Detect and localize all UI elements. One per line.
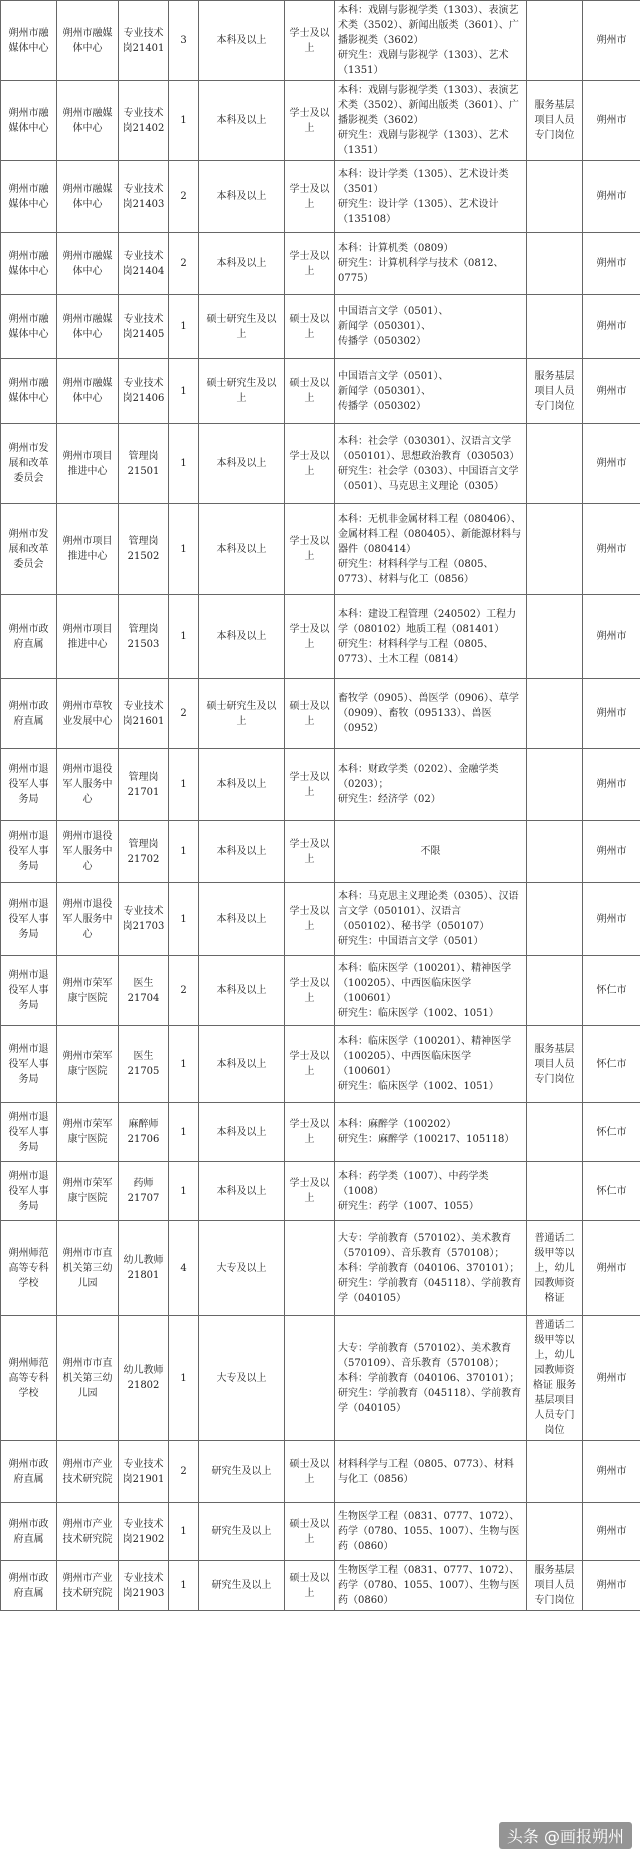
org-cell: 朔州师范高等专科学校 [1,1316,57,1441]
education-cell: 研究生及以上 [199,1441,285,1503]
degree-cell: 硕士及以上 [285,1561,335,1611]
note-cell: 服务基层项目人员专门岗位 [527,1026,583,1103]
education-cell: 硕士研究生及以上 [199,359,285,424]
degree-cell: 学士及以上 [285,424,335,504]
post-cell: 药师21707 [119,1162,169,1221]
unit-cell: 朔州市市直机关第三幼儿园 [57,1221,119,1316]
location-cell: 朔州市 [583,679,640,749]
note-cell [527,749,583,821]
org-cell: 朔州市退役军人事务局 [1,821,57,883]
major-cell: 本科：社会学（030301）、汉语言文学（050101）、思想政治教育（030503） 研究生：社会学（0303）、中国语言文学（0501）、马克思主义理论（0305） [335,424,527,504]
count-cell: 2 [169,956,199,1026]
major-cell: 本科：马克思主义理论类（0305）、汉语言文学（050101）、汉语言（050102）、秘书学（050107） 研究生：中国语言文学（0501） [335,883,527,956]
location-cell: 朔州市 [583,295,640,359]
post-cell: 麻醉师21706 [119,1103,169,1162]
degree-cell: 学士及以上 [285,161,335,233]
table-row [1,1103,640,1162]
org-cell: 朔州师范高等专科学校 [1,1221,57,1316]
count-cell: 1 [169,749,199,821]
education-cell: 研究生及以上 [199,1561,285,1611]
major-cell: 本科：无机非金属材料工程（080406）、金属材料工程（080405）、新能源材料与器件（080414） 研究生：材料科学与工程（0805、0773）、材料与化工（0856） [335,504,527,595]
note-cell: 普通话二级甲等以上，幼儿园教师资格证 服务基层项目人员专门岗位 [527,1316,583,1441]
count-cell: 1 [169,359,199,424]
table-row [1,1503,640,1561]
note-cell: 服务基层项目人员专门岗位 [527,81,583,161]
unit-cell: 朔州市退役军人服务中心 [57,821,119,883]
unit-cell: 朔州市荣军康宁医院 [57,956,119,1026]
org-cell: 朔州市融媒体中心 [1,233,57,295]
degree-cell: 学士及以上 [285,821,335,883]
major-cell: 本科：临床医学（100201）、精神医学（100205）、中西医临床医学（100601） 研究生：临床医学（1002、1051） [335,1026,527,1103]
education-cell: 本科及以上 [199,81,285,161]
major-cell: 本科：建设工程管理（240502）工程力学（080102）地质工程（081401） 研究生：材料科学与工程（0805、0773）、土木工程（0814） [335,595,527,679]
org-cell: 朔州市融媒体中心 [1,295,57,359]
location-cell: 朔州市 [583,1,640,81]
location-cell: 怀仁市 [583,1103,640,1162]
count-cell: 3 [169,1,199,81]
count-cell: 2 [169,161,199,233]
post-cell: 专业技术岗21404 [119,233,169,295]
location-cell: 朔州市 [583,749,640,821]
degree-cell [285,1316,335,1441]
post-cell: 专业技术岗21402 [119,81,169,161]
post-cell: 管理岗21503 [119,595,169,679]
education-cell: 研究生及以上 [199,1503,285,1561]
location-cell: 朔州市 [583,1503,640,1561]
unit-cell: 朔州市项目推进中心 [57,504,119,595]
table-row [1,679,640,749]
education-cell: 本科及以上 [199,749,285,821]
education-cell: 本科及以上 [199,1,285,81]
table-row [1,883,640,956]
major-cell: 畜牧学（0905）、兽医学（0906）、草学（0909）、畜牧（095133）、兽医（0952） [335,679,527,749]
post-cell: 专业技术岗21901 [119,1441,169,1503]
education-cell: 本科及以上 [199,883,285,956]
education-cell: 硕士研究生及以上 [199,295,285,359]
org-cell: 朔州市发展和改革委员会 [1,424,57,504]
table-row [1,1221,640,1316]
education-cell: 本科及以上 [199,504,285,595]
location-cell: 朔州市 [583,821,640,883]
major-cell: 中国语言文学（0501）、 新闻学（050301）、 传播学（050302） [335,295,527,359]
note-cell [527,1103,583,1162]
major-cell: 本科：戏剧与影视学类（1303）、表演艺术类（3502）、新闻出版类（3601）、广播影视类（3602） 研究生：戏剧与影视学（1303）、艺术（1351） [335,81,527,161]
unit-cell: 朔州市市直机关第三幼儿园 [57,1316,119,1441]
org-cell: 朔州市退役军人事务局 [1,1162,57,1221]
degree-cell: 硕士及以上 [285,359,335,424]
table-row [1,1,640,81]
unit-cell: 朔州市产业技术研究院 [57,1561,119,1611]
post-cell: 医生21704 [119,956,169,1026]
education-cell: 硕士研究生及以上 [199,679,285,749]
education-cell: 大专及以上 [199,1316,285,1441]
unit-cell: 朔州市荣军康宁医院 [57,1026,119,1103]
location-cell: 朔州市 [583,1316,640,1441]
major-cell: 本科：临床医学（100201）、精神医学（100205）、中西医临床医学（100601） 研究生：临床医学（1002、1051） [335,956,527,1026]
degree-cell: 学士及以上 [285,233,335,295]
org-cell: 朔州市退役军人事务局 [1,1026,57,1103]
location-cell: 朔州市 [583,233,640,295]
table-row [1,81,640,161]
education-cell: 本科及以上 [199,424,285,504]
major-cell: 中国语言文学（0501）、 新闻学（050301）、 传播学（050302） [335,359,527,424]
degree-cell: 学士及以上 [285,956,335,1026]
count-cell: 1 [169,81,199,161]
education-cell: 本科及以上 [199,161,285,233]
unit-cell: 朔州市融媒体中心 [57,81,119,161]
location-cell: 怀仁市 [583,1026,640,1103]
unit-cell: 朔州市融媒体中心 [57,233,119,295]
education-cell: 本科及以上 [199,821,285,883]
major-cell: 本科：麻醉学（100202） 研究生：麻醉学（100217、105118） [335,1103,527,1162]
note-cell [527,295,583,359]
unit-cell: 朔州市融媒体中心 [57,295,119,359]
table-row [1,233,640,295]
major-cell: 生物医学工程（0831、0777、1072）、药学（0780、1055、1007）、生物与医药（0860） [335,1561,527,1611]
table-row [1,1026,640,1103]
note-cell [527,956,583,1026]
unit-cell: 朔州市退役军人服务中心 [57,883,119,956]
education-cell: 本科及以上 [199,1103,285,1162]
post-cell: 管理岗21702 [119,821,169,883]
org-cell: 朔州市政府直属 [1,1503,57,1561]
unit-cell: 朔州市产业技术研究院 [57,1441,119,1503]
table-row [1,1316,640,1441]
table-row [1,161,640,233]
org-cell: 朔州市政府直属 [1,1441,57,1503]
count-cell: 1 [169,1103,199,1162]
note-cell [527,424,583,504]
table-row [1,956,640,1026]
note-cell [527,821,583,883]
table-row [1,359,640,424]
location-cell: 朔州市 [583,883,640,956]
unit-cell: 朔州市项目推进中心 [57,424,119,504]
table-row [1,595,640,679]
degree-cell [285,1221,335,1316]
education-cell: 本科及以上 [199,233,285,295]
count-cell: 1 [169,504,199,595]
table-row [1,1162,640,1221]
post-cell: 专业技术岗21406 [119,359,169,424]
degree-cell: 硕士及以上 [285,1503,335,1561]
post-cell: 专业技术岗21703 [119,883,169,956]
count-cell: 1 [169,1316,199,1441]
count-cell: 1 [169,1503,199,1561]
org-cell: 朔州市融媒体中心 [1,161,57,233]
unit-cell: 朔州市退役军人服务中心 [57,749,119,821]
note-cell [527,1441,583,1503]
count-cell: 1 [169,295,199,359]
org-cell: 朔州市退役军人事务局 [1,749,57,821]
note-cell [527,161,583,233]
post-cell: 专业技术岗21903 [119,1561,169,1611]
count-cell: 2 [169,1441,199,1503]
note-cell [527,1503,583,1561]
post-cell: 管理岗21501 [119,424,169,504]
unit-cell: 朔州市草牧业发展中心 [57,679,119,749]
major-cell: 大专：学前教育（570102）、美术教育（570109）、音乐教育（570108）； 本科：学前教育（040106、370101）； 研究生：学前教育（045118）、学前教育学（040105） [335,1316,527,1441]
major-cell: 本科：计算机类（0809） 研究生：计算机科学与技术（0812、0775） [335,233,527,295]
location-cell: 怀仁市 [583,1162,640,1221]
table-row [1,821,640,883]
org-cell: 朔州市发展和改革委员会 [1,504,57,595]
location-cell: 朔州市 [583,359,640,424]
post-cell: 专业技术岗21601 [119,679,169,749]
location-cell: 朔州市 [583,1561,640,1611]
location-cell: 朔州市 [583,1221,640,1316]
org-cell: 朔州市政府直属 [1,595,57,679]
unit-cell: 朔州市融媒体中心 [57,359,119,424]
count-cell: 2 [169,233,199,295]
count-cell: 1 [169,883,199,956]
post-cell: 幼儿教师21801 [119,1221,169,1316]
post-cell: 管理岗21701 [119,749,169,821]
note-cell [527,595,583,679]
note-cell [527,1,583,81]
post-cell: 专业技术岗21902 [119,1503,169,1561]
unit-cell: 朔州市融媒体中心 [57,161,119,233]
post-cell: 幼儿教师21802 [119,1316,169,1441]
count-cell: 1 [169,595,199,679]
count-cell: 1 [169,1162,199,1221]
degree-cell: 学士及以上 [285,883,335,956]
education-cell: 大专及以上 [199,1221,285,1316]
major-cell: 本科：戏剧与影视学类（1303）、表演艺术类（3502）、新闻出版类（3601）、广播影视类（3602） 研究生：戏剧与影视学（1303）、艺术（1351） [335,1,527,81]
count-cell: 1 [169,424,199,504]
org-cell: 朔州市政府直属 [1,679,57,749]
org-cell: 朔州市融媒体中心 [1,359,57,424]
table-row [1,295,640,359]
education-cell: 本科及以上 [199,1162,285,1221]
org-cell: 朔州市融媒体中心 [1,1,57,81]
post-cell: 管理岗21502 [119,504,169,595]
count-cell: 1 [169,1561,199,1611]
note-cell [527,883,583,956]
major-cell: 大专：学前教育（570102）、美术教育（570109）、音乐教育（570108）； 本科：学前教育（040106、370101）； 研究生：学前教育（045118）、学前教育学（040105） [335,1221,527,1316]
org-cell: 朔州市政府直属 [1,1561,57,1611]
major-cell: 材料科学与工程（0805、0773）、材料与化工（0856） [335,1441,527,1503]
table-row [1,749,640,821]
count-cell: 2 [169,679,199,749]
location-cell: 怀仁市 [583,956,640,1026]
degree-cell: 学士及以上 [285,81,335,161]
note-cell: 服务基层项目人员专门岗位 [527,1561,583,1611]
degree-cell: 硕士及以上 [285,679,335,749]
unit-cell: 朔州市项目推进中心 [57,595,119,679]
location-cell: 朔州市 [583,424,640,504]
org-cell: 朔州市退役军人事务局 [1,956,57,1026]
unit-cell: 朔州市荣军康宁医院 [57,1162,119,1221]
count-cell: 1 [169,1026,199,1103]
post-cell: 医生21705 [119,1026,169,1103]
education-cell: 本科及以上 [199,595,285,679]
org-cell: 朔州市退役军人事务局 [1,883,57,956]
degree-cell: 学士及以上 [285,1026,335,1103]
post-cell: 专业技术岗21405 [119,295,169,359]
table-row [1,1561,640,1611]
note-cell [527,1162,583,1221]
note-cell [527,504,583,595]
degree-cell: 学士及以上 [285,1162,335,1221]
major-cell: 生物医学工程（0831、0777、1072）、药学（0780、1055、1007）、生物与医药（0860） [335,1503,527,1561]
org-cell: 朔州市融媒体中心 [1,81,57,161]
location-cell: 朔州市 [583,504,640,595]
unit-cell: 朔州市荣军康宁医院 [57,1103,119,1162]
location-cell: 朔州市 [583,595,640,679]
major-cell: 本科：设计学类（1305）、艺术设计类（3501） 研究生：设计学（1305）、艺术设计（135108） [335,161,527,233]
unit-cell: 朔州市产业技术研究院 [57,1503,119,1561]
table-row [1,1441,640,1503]
note-cell: 服务基层项目人员专门岗位 [527,359,583,424]
education-cell: 本科及以上 [199,956,285,1026]
degree-cell: 硕士及以上 [285,1441,335,1503]
unit-cell: 朔州市融媒体中心 [57,1,119,81]
location-cell: 朔州市 [583,81,640,161]
org-cell: 朔州市退役军人事务局 [1,1103,57,1162]
post-cell: 专业技术岗21403 [119,161,169,233]
degree-cell: 学士及以上 [285,595,335,679]
degree-cell: 学士及以上 [285,1,335,81]
note-cell [527,233,583,295]
table-row [1,504,640,595]
location-cell: 朔州市 [583,1441,640,1503]
count-cell: 4 [169,1221,199,1316]
note-cell: 普通话二级甲等以上，幼儿园教师资格证 [527,1221,583,1316]
major-cell: 不限 [335,821,527,883]
degree-cell: 学士及以上 [285,749,335,821]
note-cell [527,679,583,749]
table-row [1,424,640,504]
major-cell: 本科：药学类（1007）、中药学类（1008） 研究生：药学（1007、1055） [335,1162,527,1221]
degree-cell: 学士及以上 [285,504,335,595]
count-cell: 1 [169,821,199,883]
education-cell: 本科及以上 [199,1026,285,1103]
major-cell: 本科：财政学类（0202）、金融学类（0203）； 研究生：经济学（02） [335,749,527,821]
degree-cell: 硕士及以上 [285,295,335,359]
watermark: 头条 @画报朔州 [499,1822,632,1849]
degree-cell: 学士及以上 [285,1103,335,1162]
location-cell: 朔州市 [583,161,640,233]
post-cell: 专业技术岗21401 [119,1,169,81]
